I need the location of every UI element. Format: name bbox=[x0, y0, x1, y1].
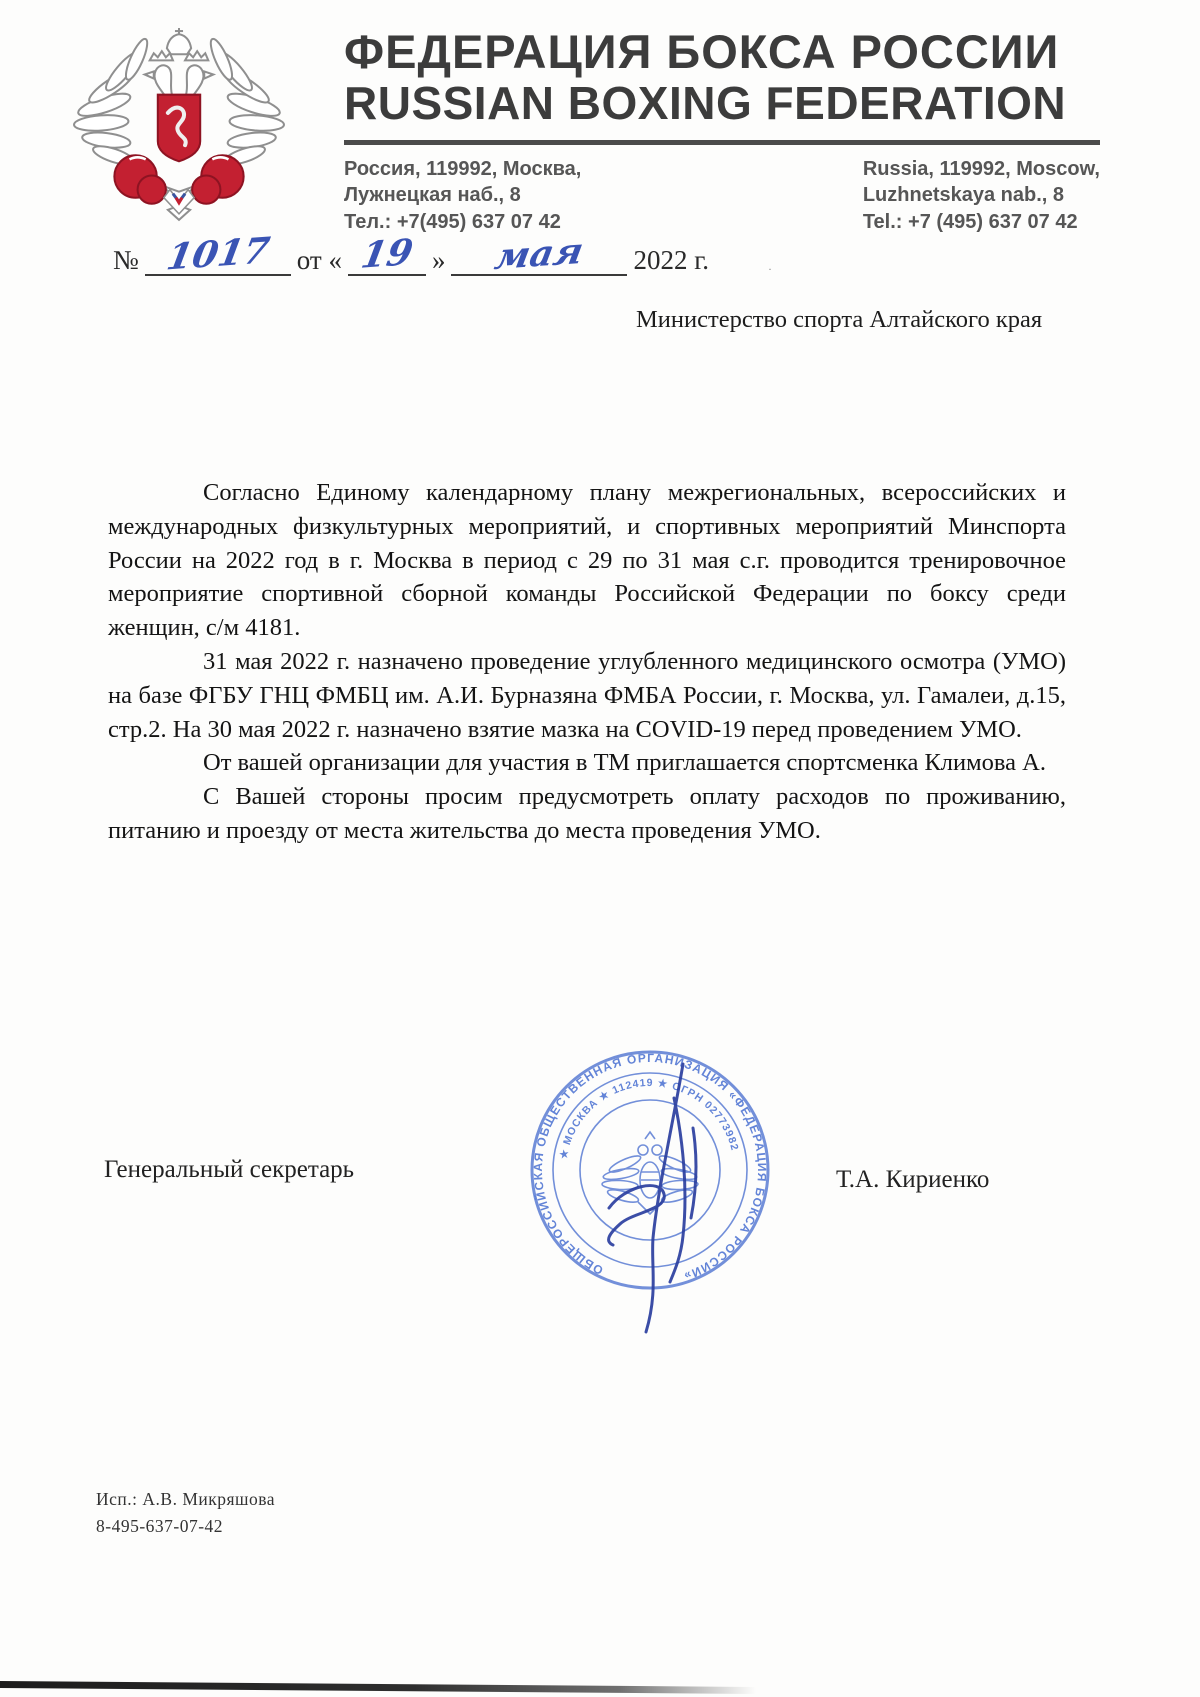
handwritten-number: 1017 bbox=[163, 229, 273, 279]
masthead-divider bbox=[344, 140, 1100, 145]
close-quote: » bbox=[431, 245, 446, 275]
address-ru-line2: Лужнецкая наб., 8 bbox=[344, 184, 521, 207]
executor-name: Исп.: А.В. Микряшова bbox=[96, 1489, 276, 1509]
paragraph: С Вашей стороны просим предусмотреть оплату расходов по проживанию, питанию и проезду от места жительства до места проведения УМО. bbox=[108, 783, 1066, 844]
paragraph: От вашей организации для участия в ТМ приглашается спортсменка Климова А. bbox=[203, 749, 1046, 777]
boxing-federation-emblem-icon bbox=[72, 26, 286, 228]
svg-text:★ МОСКВА ★ 112419 ★ ОГРН 02773 bbox=[558, 1077, 741, 1160]
letter-body bbox=[108, 476, 1066, 848]
letterhead bbox=[344, 25, 1100, 235]
address-block bbox=[344, 156, 1100, 235]
day-blank bbox=[348, 231, 426, 277]
scan-speck: · bbox=[768, 262, 772, 276]
org-title-ru: ФЕДЕРАЦИЯ БОКСА РОССИИ bbox=[344, 25, 1060, 78]
official-stamp bbox=[525, 1040, 775, 1340]
address-en bbox=[863, 156, 1100, 235]
double-headed-eagle-icon bbox=[72, 26, 286, 228]
address-en-line3: Tel.: +7 (495) 637 07 42 bbox=[862, 210, 1078, 233]
from-label: от « bbox=[296, 245, 342, 275]
address-ru-line3: Тел.: +7(495) 637 07 42 bbox=[344, 210, 561, 233]
scan-edge-artifact bbox=[0, 1681, 756, 1694]
stamp-ring-text: ОБЩЕРОССИЙСКАЯ ОБЩЕСТВЕННАЯ ОРГАНИЗАЦИЯ «ФЕДЕРАЦИЯ БОКСА РОССИИ» bbox=[530, 1050, 770, 1284]
handwritten-day: 19 bbox=[357, 231, 417, 277]
handwritten-month: мая bbox=[491, 230, 587, 278]
signer-name: Т.А. Кириенко bbox=[836, 1166, 990, 1193]
round-stamp-icon bbox=[525, 1040, 775, 1340]
executor-phone: 8-495-637-07-42 bbox=[96, 1516, 224, 1537]
org-title-en: RUSSIAN BOXING FEDERATION bbox=[344, 76, 1067, 129]
reference-line bbox=[113, 229, 709, 279]
executor-block bbox=[96, 1486, 275, 1540]
number-blank bbox=[145, 229, 291, 279]
paragraph: 31 мая 2022 г. назначено проведение углубленного медицинского осмотра (УМО) на базе ФГБУ ГНЦ ФМБЦ им. А.И. Бурназяна ФМБА России, г. Москва, ул. Гамалеи, д.15, стр.2. На 30 мая 2022 г. назначено взятие мазка на COVID-19 перед проведением УМО. bbox=[108, 647, 1066, 743]
address-en-line1: Russia, 119992, Moscow, bbox=[862, 157, 1100, 180]
year-label: 2022 г. bbox=[633, 245, 709, 275]
stamp-top-text: ★ МОСКВА ★ 112419 ★ ОГРН 02773982 bbox=[557, 1076, 741, 1161]
address-ru bbox=[344, 156, 581, 235]
paragraph: Согласно Единому календарному плану межрегиональных, всероссийских и международных физкультурных мероприятий, и спортивных мероприятий Минспорта России на 2022 год в г. Москва в период с 29 по 31 мая с.г. проводится тренировочное мероприятие спортивной сборной команды Российской Федерации по боксу среди женщин, с/м 4181. bbox=[108, 479, 1066, 642]
address-en-line2: Luzhnetskaya nab., 8 bbox=[862, 184, 1064, 207]
signer-position-title: Генеральный секретарь bbox=[104, 1156, 355, 1183]
month-blank bbox=[451, 230, 627, 278]
shield-icon bbox=[158, 95, 200, 162]
address-ru-line1: Россия, 119992, Москва, bbox=[344, 157, 582, 180]
number-sign: № bbox=[113, 245, 139, 275]
addressee: Министерство спорта Алтайского края bbox=[636, 306, 1043, 333]
